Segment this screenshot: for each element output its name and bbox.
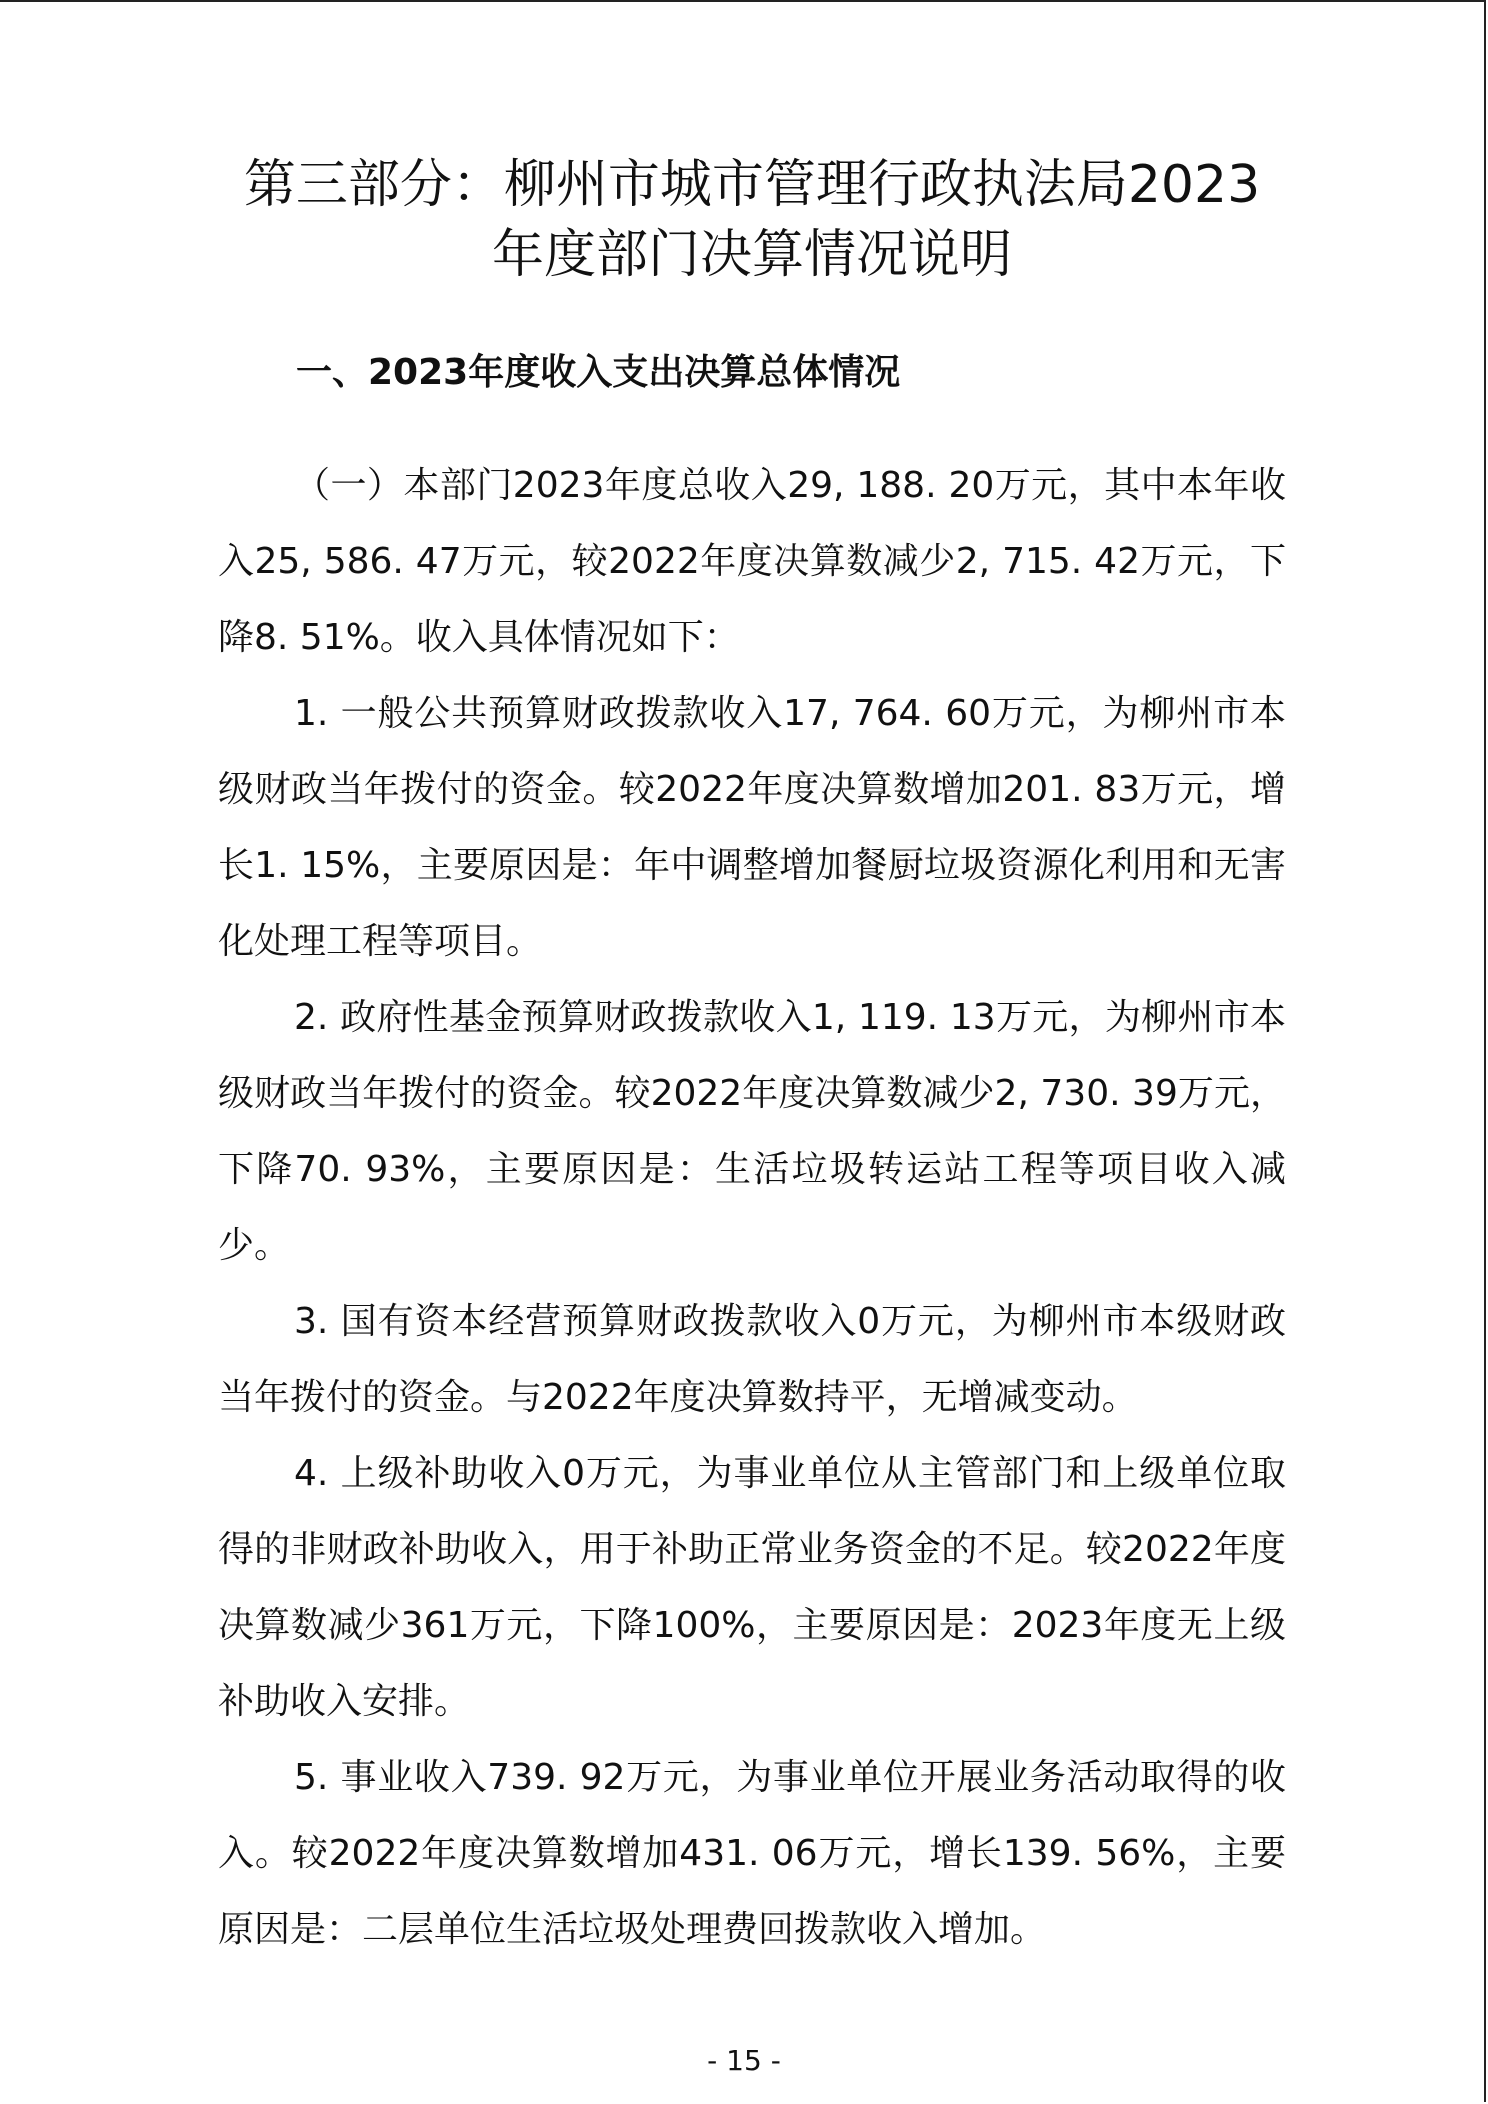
document-body <box>218 150 1286 1968</box>
section-heading: 一、2023年度收入支出决算总体情况 <box>296 352 901 393</box>
paragraph-total-income: （一）本部门2023年度总收入29, 188. 20万元，其中本年收入25, 586. 47万元，较2022年度决算数减少2, 715. 42万元，下降8. 51%。收入具体情况如下： <box>218 465 1286 658</box>
paragraph-government-fund: 2. 政府性基金预算财政拨款收入1, 119. 13万元，为柳州市本级财政当年拨付的资金。较2022年度决算数减少2, 730. 39万元，下降70. 93%，主要原因是：生活垃圾转运站工程等项目收入减少。 <box>218 997 1286 1266</box>
paragraph-superior-subsidy: 4. 上级补助收入0万元，为事业单位从主管部门和上级单位取得的非财政补助收入，用于补助正常业务资金的不足。较2022年度决算数减少361万元，下降100%，主要原因是：2023年度无上级补助收入安排。 <box>218 1453 1286 1722</box>
paragraph-business-income: 5. 事业收入739. 92万元，为事业单位开展业务活动取得的收入。较2022年度决算数增加431. 06万元，增长139. 56%，主要原因是：二层单位生活垃圾处理费回拨款收入增加。 <box>218 1757 1286 1950</box>
paragraph-state-capital: 3. 国有资本经营预算财政拨款收入0万元，为柳州市本级财政当年拨付的资金。与2022年度决算数持平，无增减变动。 <box>218 1301 1286 1418</box>
document-title <box>218 150 1286 290</box>
paragraph-block <box>218 448 1286 1968</box>
paragraph-general-budget: 1. 一般公共预算财政拨款收入17, 764. 60万元，为柳州市本级财政当年拨付的资金。较2022年度决算数增加201. 83万元，增长1. 15%，主要原因是：年中调整增加餐厨垃圾资源化利用和无害化处理工程等项目。 <box>218 693 1286 962</box>
document-title-line-1: 第三部分：柳州市城市管理行政执法局2023 <box>243 155 1261 215</box>
document-title-line-2: 年度部门决算情况说明 <box>491 225 1012 285</box>
page-number: - 15 - <box>707 2044 781 2077</box>
